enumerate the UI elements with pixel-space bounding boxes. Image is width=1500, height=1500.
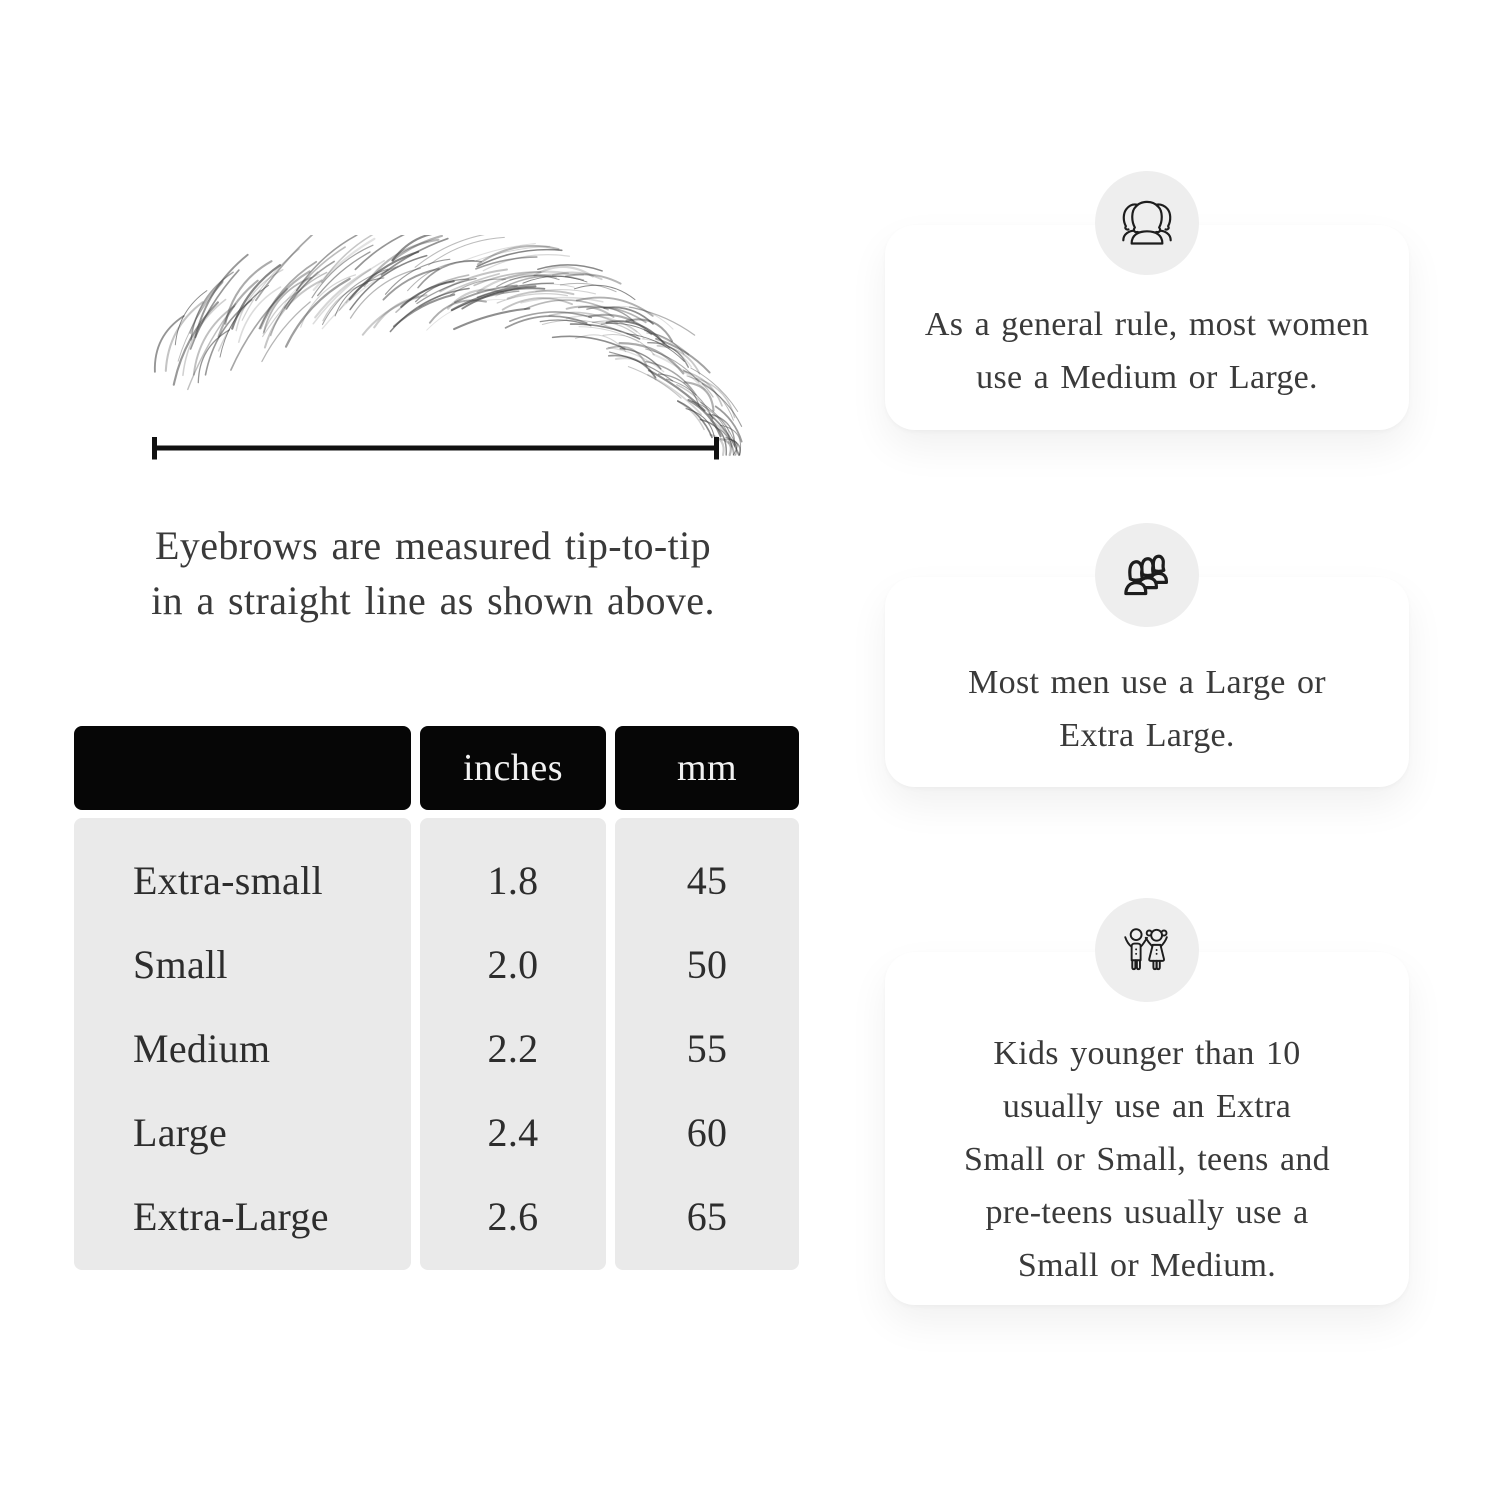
table-header-mm: mm bbox=[615, 726, 799, 810]
icon-circle bbox=[1095, 171, 1199, 275]
icon-circle bbox=[1095, 898, 1199, 1002]
card-text-line: Small or Small, teens and bbox=[964, 1141, 1330, 1178]
mm-cell: 55 bbox=[686, 1025, 728, 1071]
icon-circle bbox=[1095, 523, 1199, 627]
info-card-men bbox=[885, 577, 1409, 787]
size-cell: Extra-small bbox=[133, 857, 323, 903]
card-text-line: Small or Medium. bbox=[1017, 1247, 1277, 1284]
eyebrow-illustration bbox=[155, 235, 742, 455]
caption-line: in a straight line as shown above. bbox=[151, 578, 715, 623]
card-text-line: pre-teens usually use a bbox=[985, 1194, 1309, 1231]
card-text-line: Most men use a Large or bbox=[968, 664, 1326, 701]
measurement-line bbox=[152, 437, 719, 460]
card-text-line: Kids younger than 10 bbox=[993, 1035, 1301, 1072]
inches-cell: 2.2 bbox=[487, 1025, 539, 1071]
table-column-mm bbox=[615, 818, 799, 1270]
table-header-size bbox=[74, 726, 411, 810]
card-text-line: Extra Large. bbox=[1059, 717, 1235, 754]
eyebrow-figure bbox=[100, 235, 760, 475]
men-group-icon bbox=[1115, 543, 1179, 607]
women-group-icon bbox=[1115, 191, 1179, 255]
card-text-line: As a general rule, most women bbox=[924, 305, 1370, 343]
size-cell: Large bbox=[133, 1109, 228, 1155]
mm-cell: 45 bbox=[686, 857, 728, 903]
mm-cell: 65 bbox=[686, 1193, 728, 1239]
caption-line: Eyebrows are measured tip-to-tip bbox=[154, 523, 712, 568]
size-table bbox=[74, 726, 799, 1270]
card-text-line: use a Medium or Large. bbox=[976, 358, 1318, 396]
card-text-line: usually use an Extra bbox=[1002, 1088, 1292, 1125]
table-header-inches: inches bbox=[420, 726, 606, 810]
mm-cell: 60 bbox=[686, 1109, 728, 1155]
info-card-women bbox=[885, 225, 1409, 430]
mm-cell: 50 bbox=[686, 941, 728, 987]
figure-caption bbox=[113, 518, 753, 628]
size-cell: Medium bbox=[133, 1025, 271, 1071]
kids-icon bbox=[1115, 918, 1179, 982]
inches-cell: 1.8 bbox=[487, 857, 539, 903]
eyebrow-hairs bbox=[155, 235, 742, 455]
inches-cell: 2.0 bbox=[487, 941, 539, 987]
inches-cell: 2.4 bbox=[487, 1109, 539, 1155]
info-card-kids bbox=[885, 952, 1409, 1305]
card-text bbox=[885, 952, 1409, 1305]
size-cell: Small bbox=[133, 941, 228, 987]
inches-cell: 2.6 bbox=[487, 1193, 539, 1239]
table-column-inches bbox=[420, 818, 606, 1270]
table-column-size bbox=[74, 818, 411, 1270]
size-cell: Extra-Large bbox=[133, 1193, 329, 1239]
